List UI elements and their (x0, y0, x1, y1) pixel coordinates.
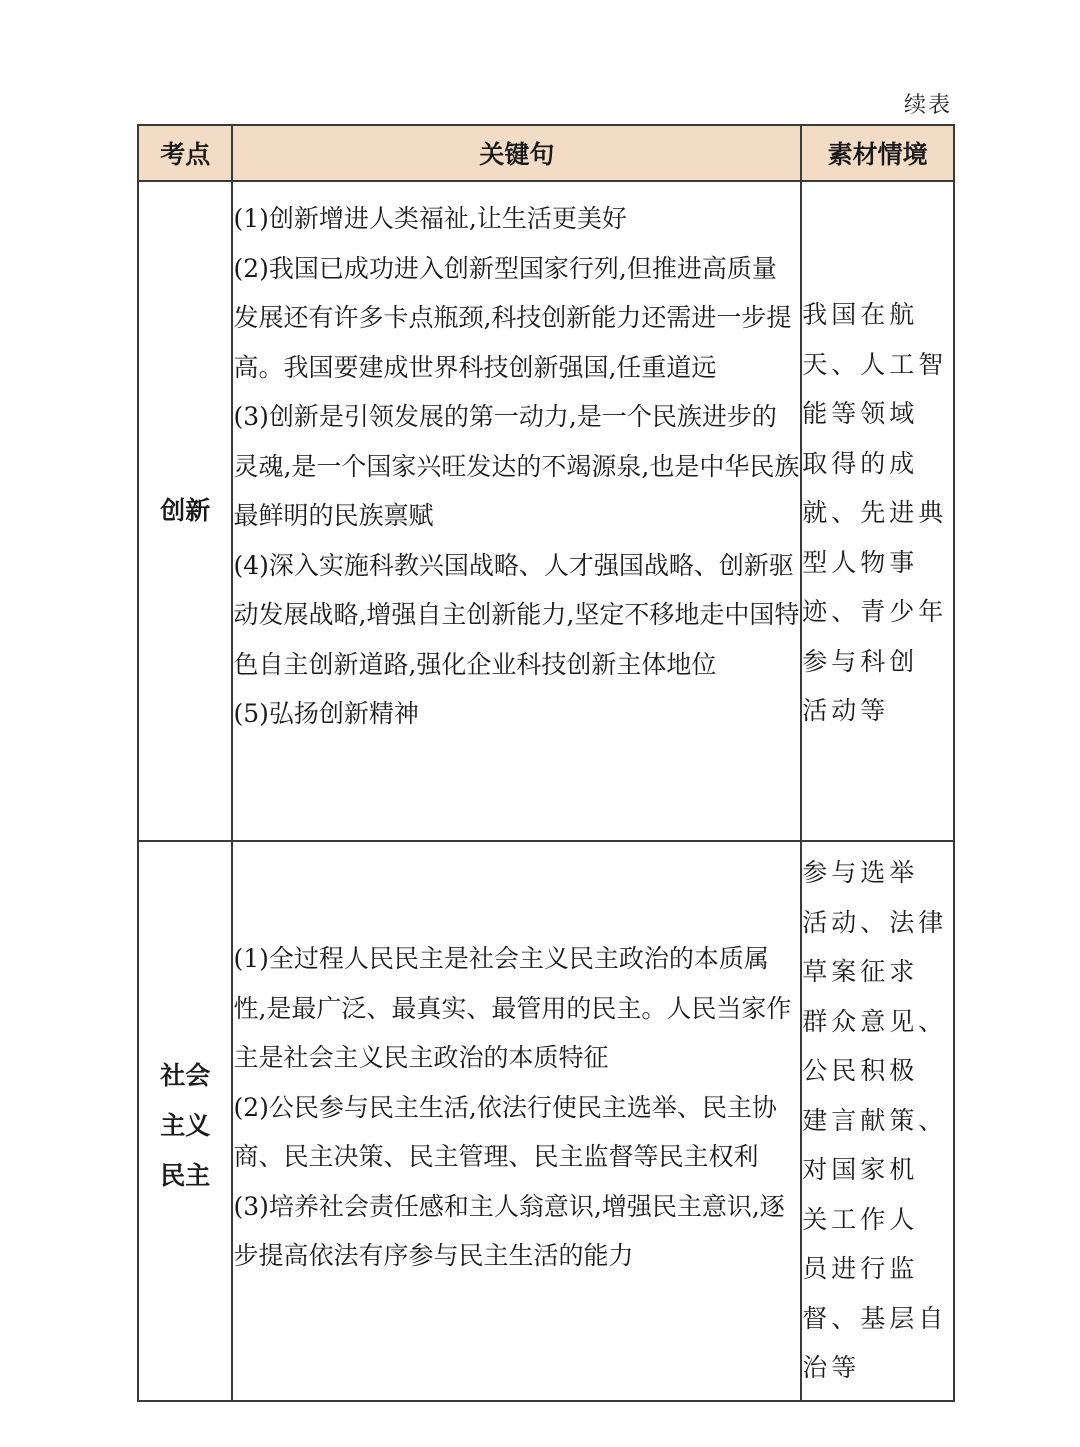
material-cell (801, 181, 954, 841)
key-sentences-cell (232, 181, 801, 841)
material-line: 参与选举 (802, 858, 919, 887)
material-line: 建言献策、 (802, 1105, 948, 1135)
topic-cell (138, 841, 232, 1401)
material-line: 活动等 (802, 696, 890, 725)
material-line: 员进行监 (802, 1254, 919, 1283)
topic-line: 民主 (160, 1161, 211, 1190)
material-line: 治等 (802, 1353, 861, 1382)
material-line: 对国家机 (802, 1155, 919, 1184)
table-row (138, 841, 954, 1401)
key-item: (2)公民参与民主生活,依法行使民主选举、民主协商、民主决策、民主管理、民主监督等民主权利 (233, 1092, 777, 1171)
table-row (138, 181, 954, 841)
topic-line: 主义 (160, 1111, 211, 1140)
topic-line: 社会 (160, 1061, 211, 1090)
material-line: 迹、青少年 (802, 597, 948, 626)
key-item: (3)创新是引领发展的第一动力,是一个民族进步的灵魂,是一个国家兴旺发达的不竭源泉,也是中华民族最鲜明的民族禀赋 (233, 402, 800, 530)
key-item: (3)培养社会责任感和主人翁意识,增强民主意识,逐步提高依法有序参与民主生活的能力 (233, 1191, 785, 1270)
key-sentences-cell (232, 841, 801, 1401)
topic-cell (138, 181, 232, 841)
topic-line: 创新 (160, 496, 211, 525)
material-cell (801, 841, 954, 1401)
material-line: 群众意见、 (802, 1006, 948, 1036)
continued-label: 续表 (903, 93, 952, 118)
table-header-row (138, 125, 954, 181)
header-material: 素材情境 (801, 125, 954, 181)
exam-points-table (137, 124, 955, 1402)
material-line: 型人物事 (802, 547, 919, 577)
material-line: 取得的成 (802, 448, 919, 478)
material-line: 能等领域 (802, 399, 919, 428)
material-line: 关工作人 (802, 1204, 919, 1234)
key-item: (2)我国已成功进入创新型国家行列,但推进高质量发展还有许多卡点瓶颈,科技创新能力还需进一步提高。我国要建成世界科技创新强国,任重道远 (233, 253, 792, 382)
header-topic: 考点 (138, 125, 232, 181)
key-item: (1)全过程人民民主是社会主义民主政治的本质属性,是最广泛、最真实、最管用的民主。人民当家作主是社会主义民主政治的本质特征 (233, 944, 792, 1072)
material-line: 草案征求 (802, 957, 919, 986)
material-line: 公民积极 (802, 1056, 919, 1085)
material-line: 参与科创 (802, 646, 919, 676)
key-item: (4)深入实施科教兴国战略、人才强国战略、创新驱动发展战略,增强自主创新能力,坚定不移地走中国特色自主创新道路,强化企业科技创新主体地位 (233, 550, 800, 679)
material-line: 我国在航 (802, 300, 919, 329)
key-item: (5)弘扬创新精神 (233, 699, 419, 728)
header-key-sentences: 关键句 (232, 125, 801, 181)
material-line: 天、人工智 (802, 349, 948, 379)
material-line: 就、先进典 (802, 498, 948, 527)
material-line: 活动、法律 (802, 907, 948, 937)
material-line: 督、基层自 (802, 1303, 948, 1333)
key-item: (1)创新增进人类福祉,让生活更美好 (233, 204, 627, 233)
